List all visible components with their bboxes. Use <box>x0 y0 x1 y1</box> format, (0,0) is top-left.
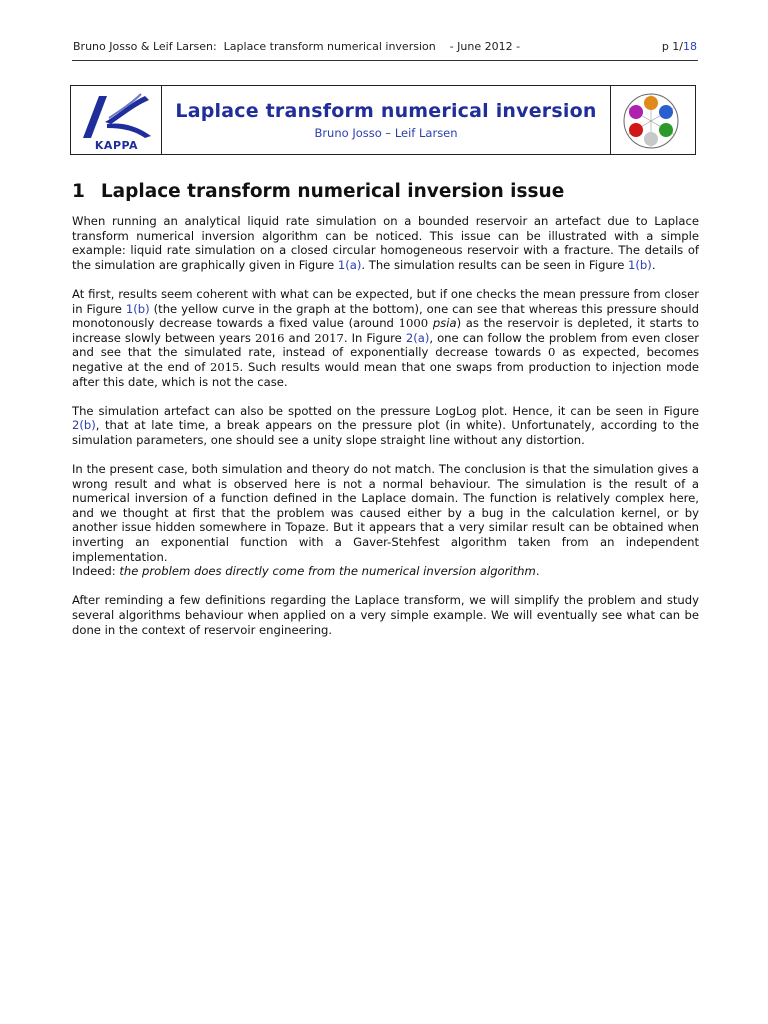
running-head <box>73 40 697 53</box>
kappa-logo-text: KAPPA <box>94 139 139 152</box>
paragraph-3: The simulation artefact can also be spotted on the pressure LogLog plot. Hence, it can be seen in Figure 2(b), that at late time, a break appears on the pressure plot (in white). Unfortunately, according to the simulation parameters, one should see a unity slope straight line without any distortion. <box>72 403 699 447</box>
title-block <box>70 85 696 155</box>
figure-ref-1b[interactable]: 1(b) <box>628 257 652 272</box>
unit-psia: psia <box>432 316 457 331</box>
body-text <box>72 214 699 652</box>
figure-ref-2a[interactable]: 2(a) <box>405 330 430 345</box>
running-head-text: Bruno Josso & Leif Larsen: Laplace transform numerical inversion - June 2012 - <box>73 40 521 53</box>
paragraph-2: At first, results seem coherent with what can be expected, but if one checks the mean pressure from closer in Figure 1(b) (the yellow curve in the graph at the bottom), one can see that whereas this pressure should monotonously decrease towards a fixed value (around 1000 psia) as the reservoir is depleted, it starts to increase slowly between years 2016 and 2017. In Figure 2(a), one can follow the problem from even closer and see that the simulated rate, instead of exponentially decrease towards 0 as expected, becomes negative at the end of 2015. Such results would mean that one swaps from production to injection mode after this date, which is not the case. <box>72 286 700 389</box>
section-heading <box>72 181 564 202</box>
page-total-link[interactable]: 18 <box>683 40 697 53</box>
kappa-logo <box>71 86 162 154</box>
paragraph-5: Indeed: the problem does directly come from the numerical inversion algorithm. <box>72 564 540 579</box>
colored-circles-emblem-icon <box>621 91 681 151</box>
kappa-k-icon <box>79 92 155 140</box>
section-title: Laplace transform numerical inversion issue <box>100 181 565 202</box>
math-value: 0 <box>548 345 556 360</box>
paragraph-1: When running an analytical liquid rate simulation on a bounded reservoir an artefact due to Laplace transform numerical inversion algorithm can be noticed. This issue can be illustrated with a simple example: liquid rate simulation on a closed circular homogeneous reservoir with a fracture. The details of the simulation are graphically given in Figure 1(a). The simulation results can be seen in Figure 1(b). <box>72 214 699 272</box>
section-number: 1 <box>72 181 85 202</box>
document-authors: Bruno Josso – Leif Larsen <box>314 126 458 140</box>
math-year: 2016 <box>254 330 285 345</box>
figure-ref-1b[interactable]: 1(b) <box>125 301 150 316</box>
figure-ref-2b[interactable]: 2(b) <box>72 418 96 433</box>
header-rule <box>72 60 698 61</box>
emphasis-text: the problem does directly come from the numerical inversion algorithm <box>119 564 536 579</box>
math-year: 2015 <box>210 359 240 374</box>
math-value: 1000 <box>398 316 429 331</box>
paragraph-6: After reminding a few definitions regarding the Laplace transform, we will simplify the problem and study several algorithms behaviour when applied on a very simple example. We will eventually see what can be done in the context of reservoir engineering. <box>72 593 699 637</box>
emblem-cell <box>610 86 695 154</box>
document-title: Laplace transform numerical inversion <box>175 100 597 122</box>
math-year: 2017 <box>314 330 344 345</box>
page-number: p 1/18 <box>661 40 697 53</box>
paragraph-4: In the present case, both simulation and theory do not match. The conclusion is that the simulation gives a wrong result and what is observed here is not a normal behaviour. The simulation is the result of a numerical inversion of a function defined in the Laplace domain. The function is relatively complex here, and we thought at first that the problem was caused either by a bug in the calculation kernel, or by another issue hidden somewhere in Topaze. But it appears that a very similar result can be obtained when inverting an exponential function with a Gaver-Stehfest algorithm taken from an independent implementation. <box>72 462 699 564</box>
title-cell <box>162 86 610 154</box>
figure-ref-1a[interactable]: 1(a) <box>337 257 362 272</box>
